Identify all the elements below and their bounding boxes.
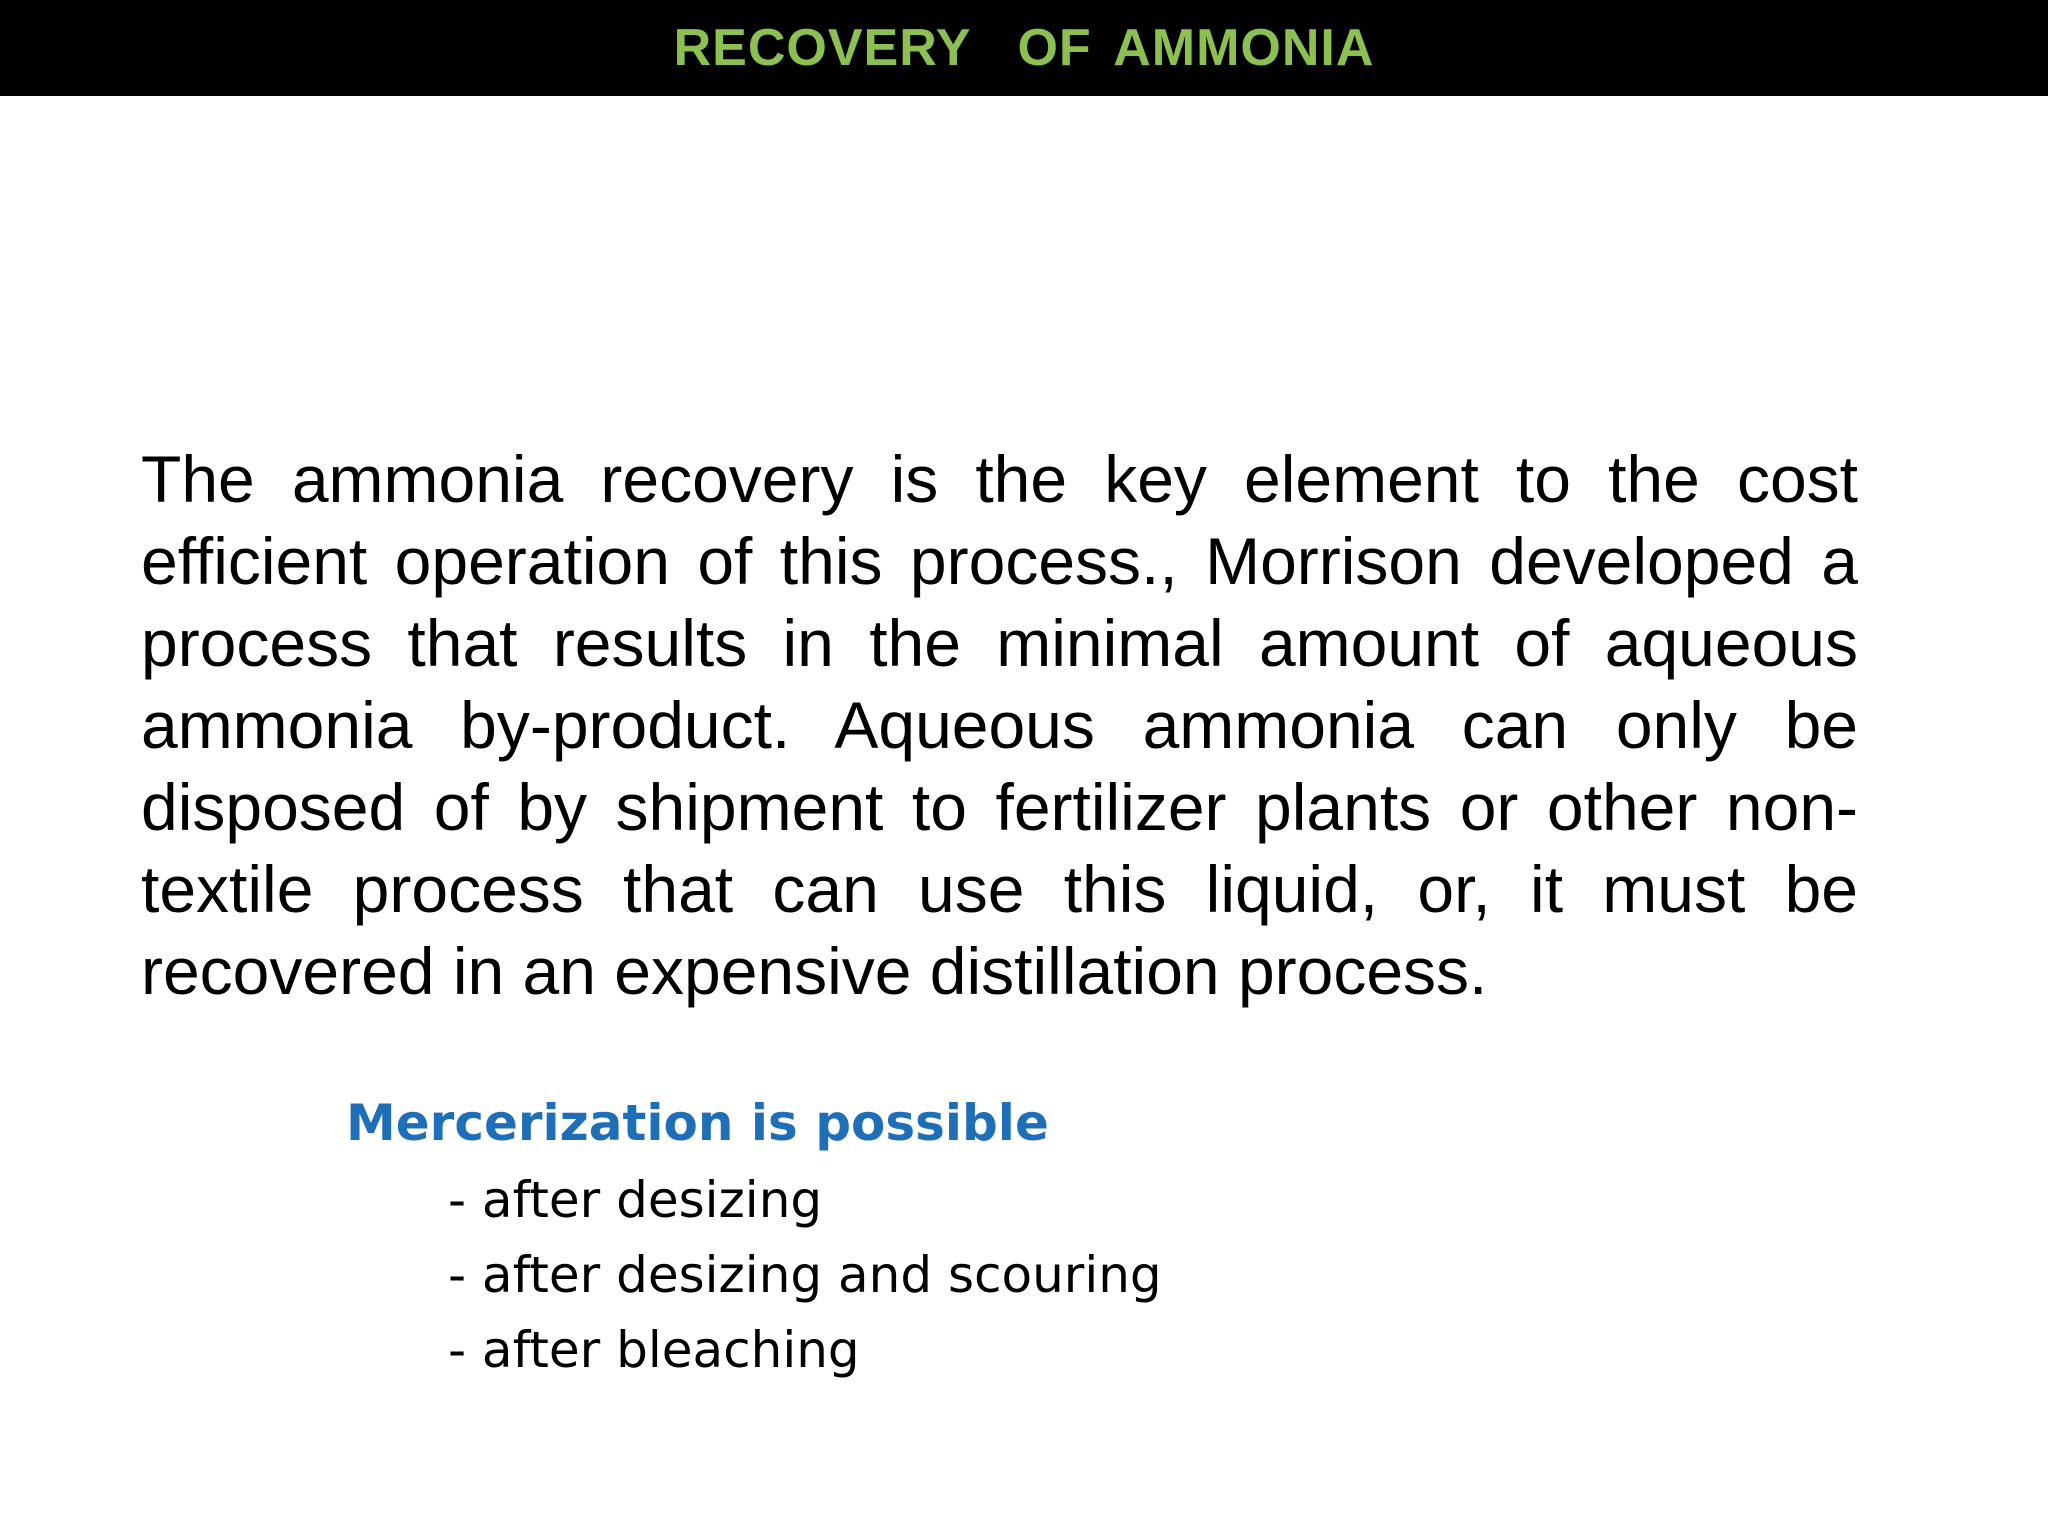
step-item-after-desizing-and-scouring: - after desizing and scouring	[448, 1246, 1162, 1304]
body-paragraph: The ammonia recovery is the key element to the cost efficient operation of this process., Morrison developed a process that results in the minimal amount of aqueous ammonia by-product. Aqueous ammonia can only be disposed of by shipment to fertilizer plants or other non-textile process that can use this liquid, or, it must be recovered in an expensive distillation process.	[141, 442, 1858, 1008]
mercerization-steps	[448, 1163, 1162, 1388]
step-item-after-bleaching: - after bleaching	[448, 1321, 860, 1379]
title-bar	[0, 0, 2048, 96]
slide-title: RECOVERY OF AMMONIA	[673, 19, 1375, 77]
mercerization-heading: Mercerization is possible	[346, 1094, 1049, 1152]
step-item-after-desizing: - after desizing	[448, 1171, 823, 1229]
